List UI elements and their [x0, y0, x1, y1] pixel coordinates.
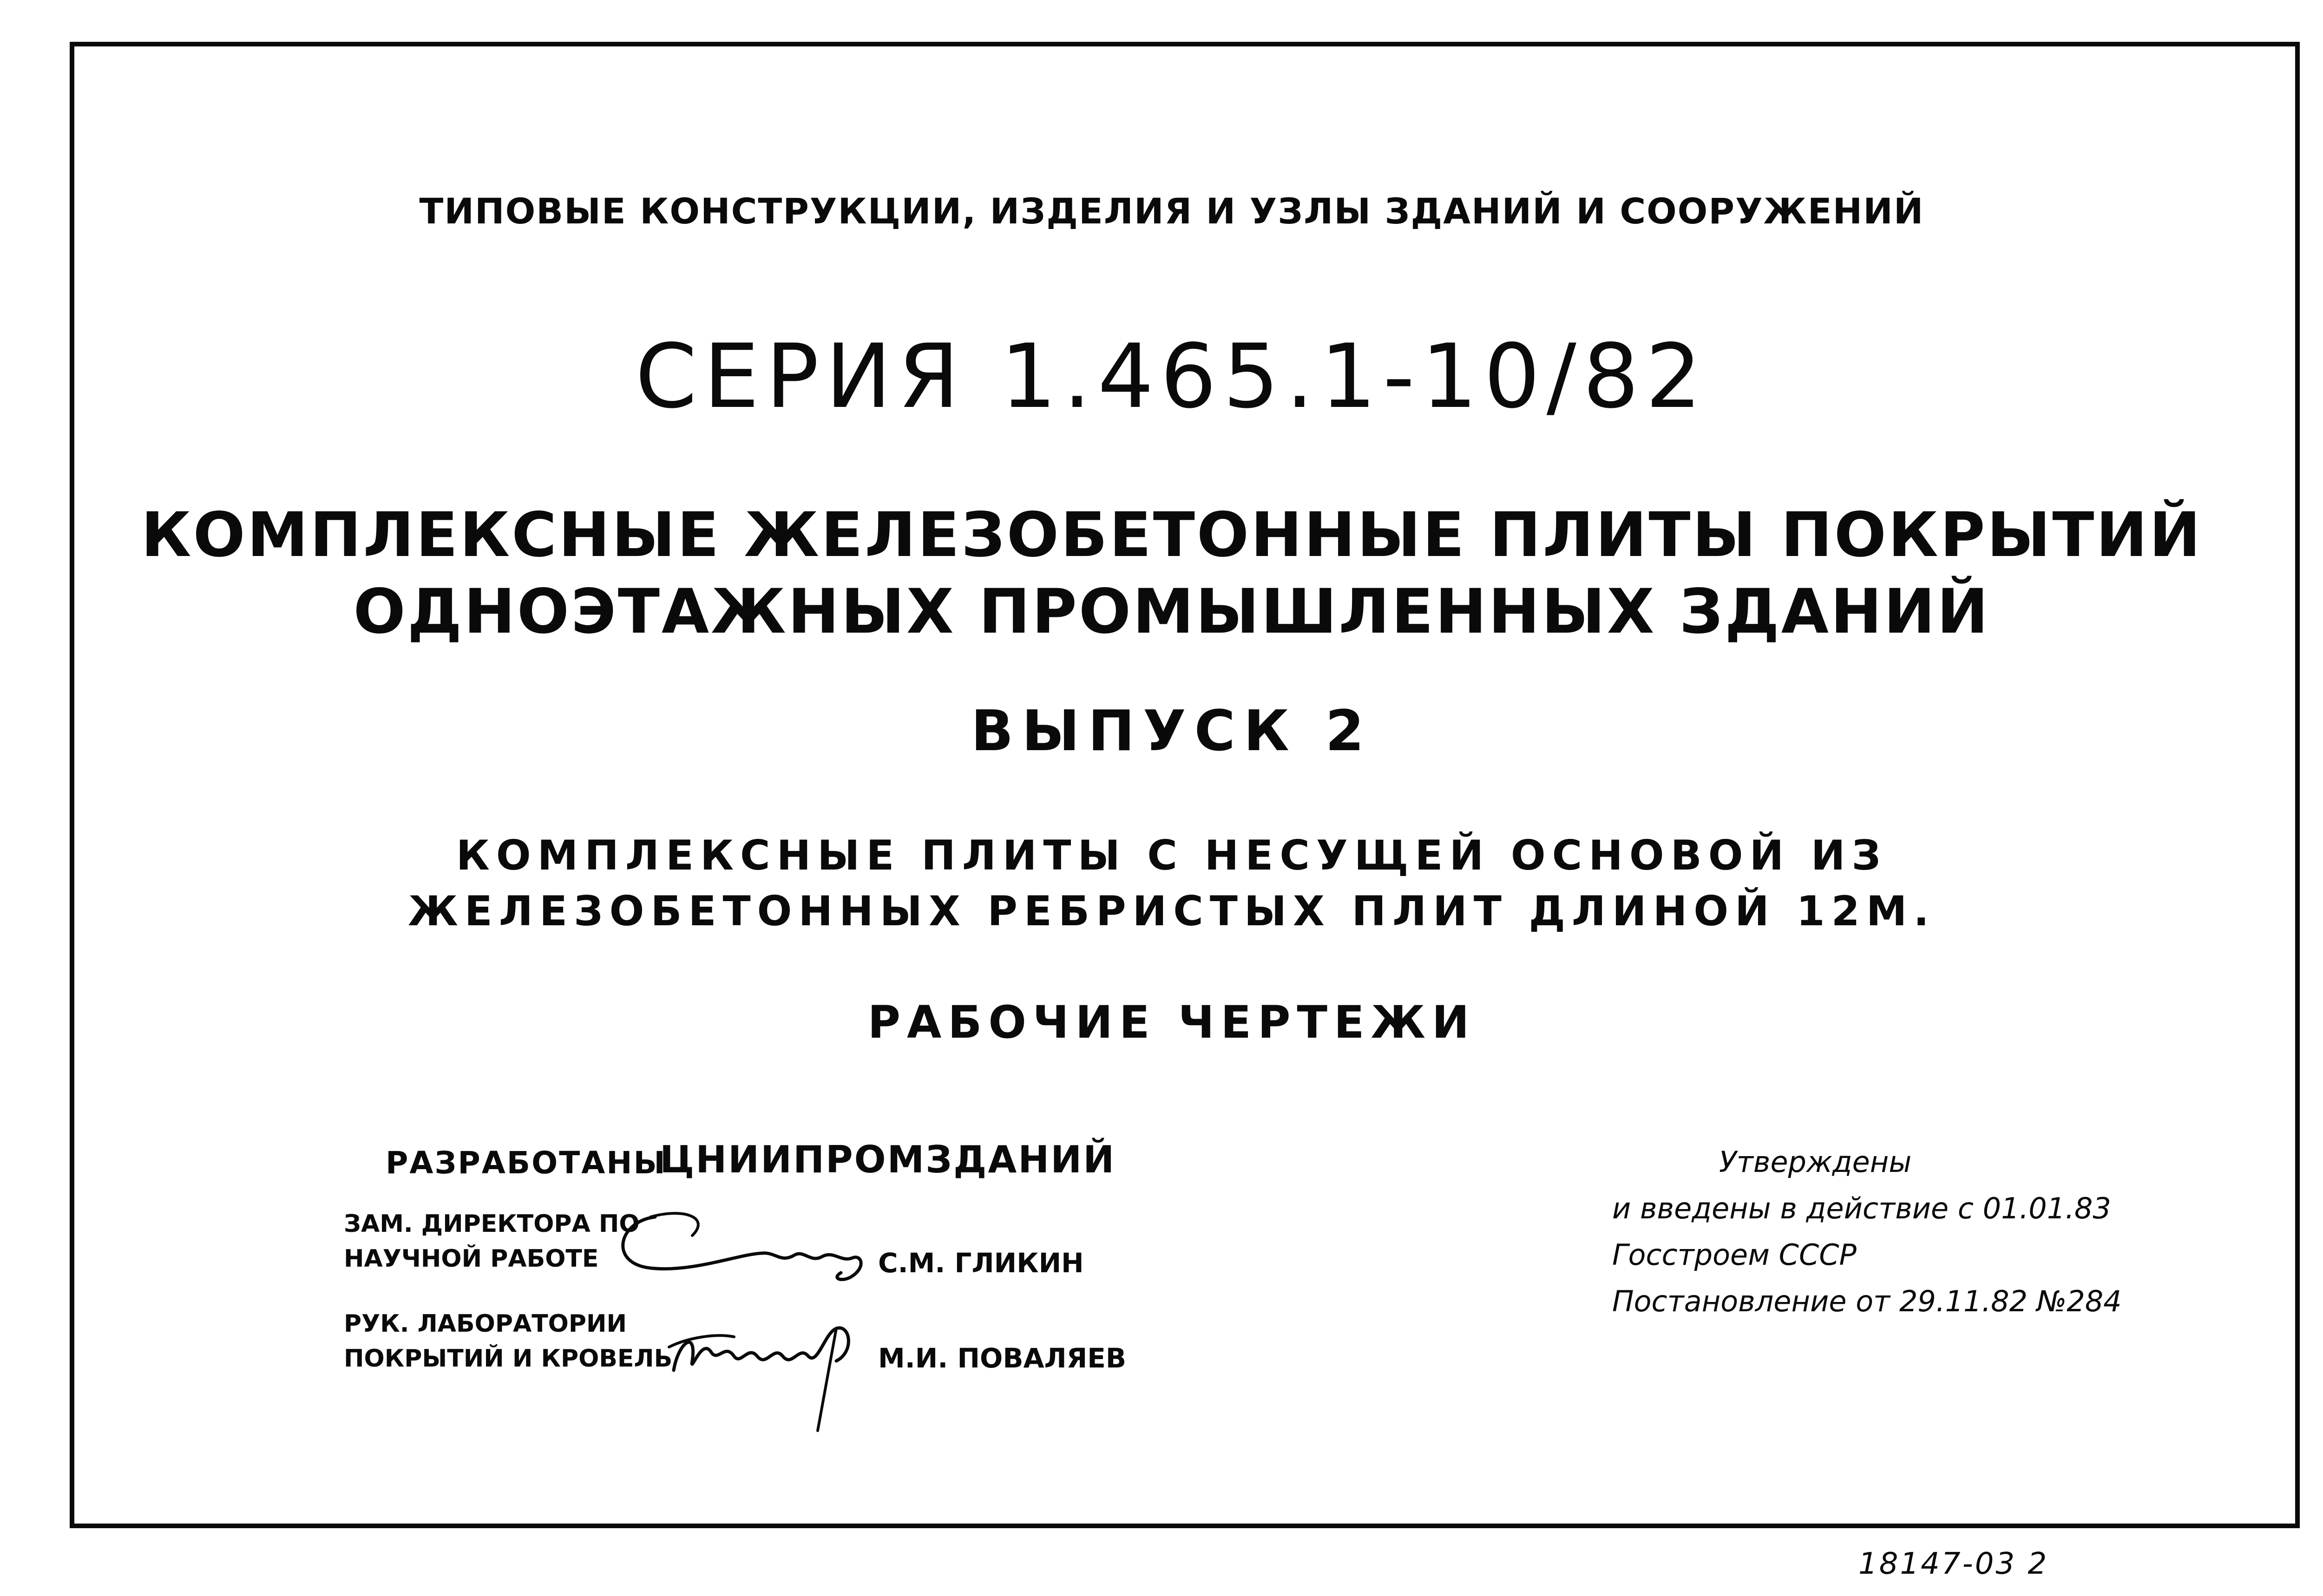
working-drawings-label: РАБОЧИЕ ЧЕРТЕЖИ [867, 996, 1476, 1048]
signatory-2-role-line-1: РУК. ЛАБОРАТОРИИ [344, 1310, 627, 1338]
document-code: 18147-03 2 [1858, 1547, 2049, 1581]
series-header: ТИПОВЫЕ КОНСТРУКЦИИ, ИЗДЕЛИЯ И УЗЛЫ ЗДАНИЙ И СООРУЖЕНИЙ [419, 190, 1924, 232]
signatory-2-name: М.И. ПОВАЛЯЕВ [878, 1342, 1127, 1374]
description-line-1: КОМПЛЕКСНЫЕ ПЛИТЫ С НЕСУЩЕЙ ОСНОВОЙ ИЗ [456, 831, 1888, 879]
description-line-2: ЖЕЛЕЗОБЕТОННЫХ РЕБРИСТЫХ ПЛИТ ДЛИНОЙ 12М. [408, 887, 1936, 935]
signatory-1-role-line-1: ЗАМ. ДИРЕКТОРА ПО [344, 1210, 640, 1238]
document-title-line-2: ОДНОЭТАЖНЫХ ПРОМЫШЛЕННЫХ ЗДАНИЙ [353, 576, 1990, 648]
developed-label: РАЗРАБОТАНЫ [386, 1145, 667, 1181]
issue-number: ВЫПУСК 2 [971, 699, 1373, 764]
signatory-1-role-line-2: НАУЧНОЙ РАБОТЕ [344, 1245, 599, 1273]
approval-line-1: Утверждены [1719, 1145, 1912, 1179]
signature-1 [599, 1198, 887, 1291]
signature-2 [660, 1301, 901, 1449]
document-title-line-1: КОМПЛЕКСНЫЕ ЖЕЛЕЗОБЕТОННЫЕ ПЛИТЫ ПОКРЫТИЙ [141, 499, 2203, 571]
signatory-2-role-line-2: ПОКРЫТИЙ И КРОВЕЛЬ [344, 1345, 673, 1373]
series-title: СЕРИЯ 1.465.1-10/82 [635, 325, 1708, 428]
approval-line-3: Госстроем СССР [1612, 1238, 1857, 1272]
approval-line-2: и введены в действие с 01.01.83 [1612, 1191, 2111, 1225]
developer-organization: ЦНИИПРОМЗДАНИЙ [660, 1138, 1116, 1181]
signatory-1-name: С.М. ГЛИКИН [878, 1247, 1084, 1279]
approval-line-4: Постановление от 29.11.82 №284 [1612, 1284, 2122, 1318]
